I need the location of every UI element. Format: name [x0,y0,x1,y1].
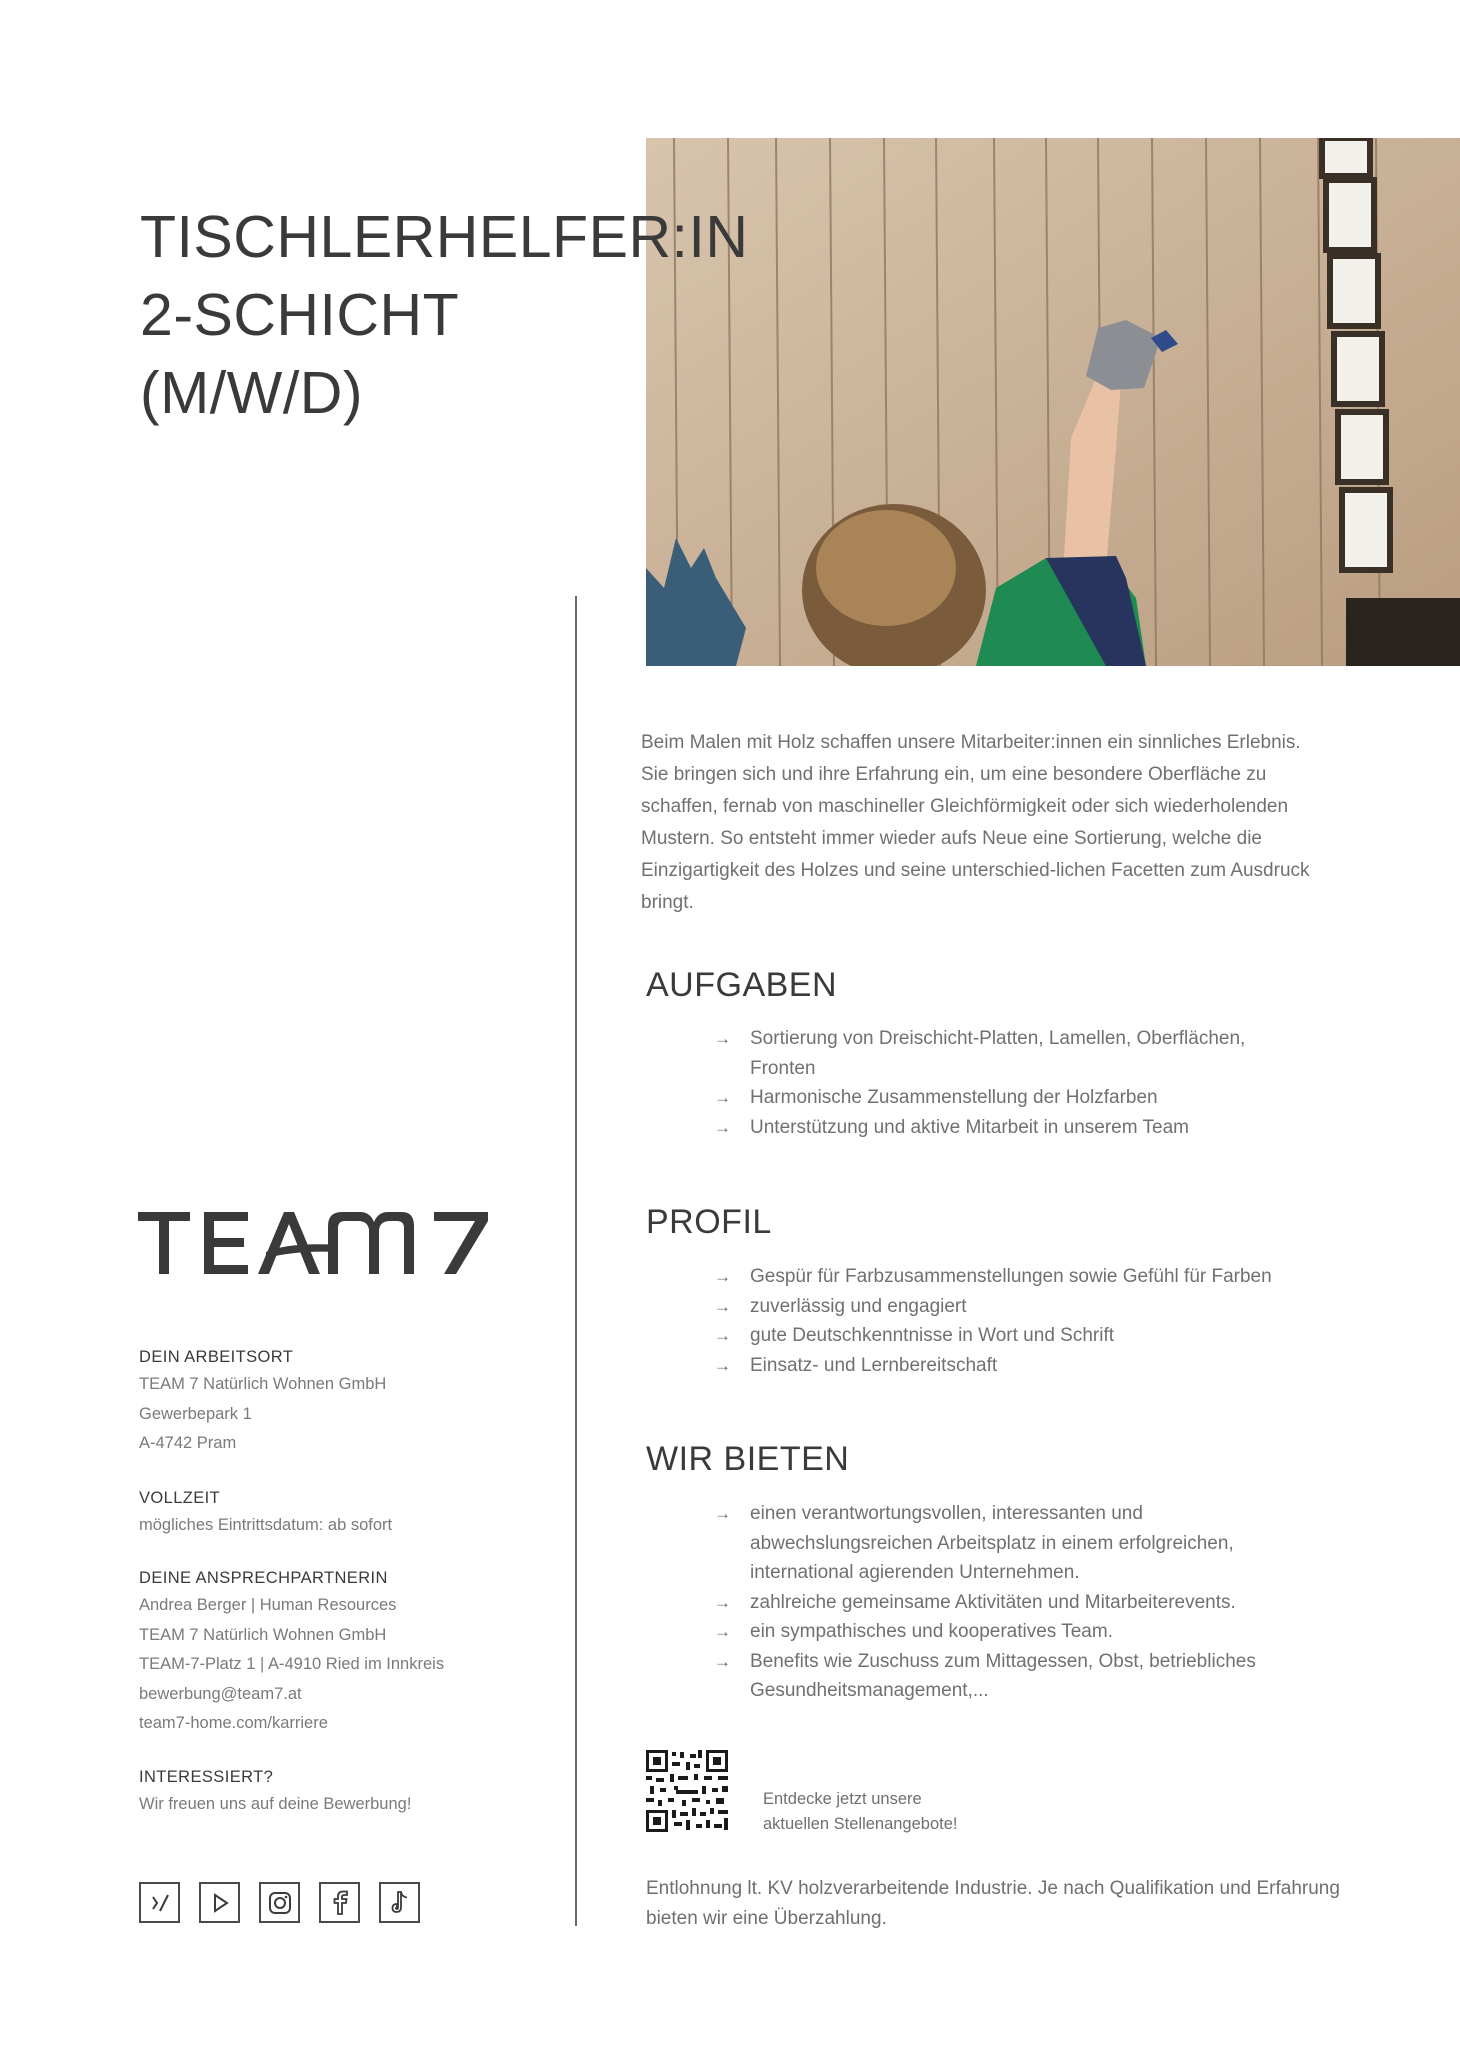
column-divider [575,596,577,1926]
info-interessiert [139,1764,559,1820]
section-title-profil: PROFIL [646,1203,772,1241]
info-ansprechpartnerin [139,1565,559,1739]
arrow-right-icon: → [714,1029,731,1048]
facebook-icon[interactable] [319,1882,360,1923]
section-wir-bieten [646,1440,849,1479]
info-label-arbeitsort: DEIN ARBEITSORT [139,1348,294,1366]
hero-photo [646,138,1460,666]
arrow-right-icon: → [714,1592,731,1612]
contact-company: TEAM 7 Natürlich Wohnen GmbH [139,1625,387,1644]
youtube-icon[interactable] [199,1882,240,1923]
section-profil [646,1203,772,1242]
arrow-right-icon: → [714,1355,731,1375]
qr-caption-line-1: Entdecke jetzt unsere [763,1790,922,1808]
list-item: → ein sympathisches und kooperatives Team. [714,1617,1314,1647]
qr-caption-line-2: aktuellen Stellenangebote! [763,1815,958,1833]
arrow-right-icon: → [714,1326,731,1345]
arrow-right-icon: → [714,1088,731,1107]
contact-address: TEAM-7-Platz 1 | A-4910 Ried im Innkreis [139,1655,445,1673]
call-to-action: Wir freuen uns auf deine Bewerbung! [139,1795,412,1813]
street-address: Gewerbepark 1 [139,1404,252,1423]
list-item: → Einsatz- und Lernbereitschaft [714,1351,1354,1381]
company-name: TEAM 7 Natürlich Wohnen GmbH [139,1375,387,1393]
social-links [139,1882,420,1923]
job-title-line-2: 2-SCHICHT [140,282,460,348]
list-item: → Harmonische Zusammenstellung der Holzfarben [714,1083,1314,1113]
info-label-interessiert: INTERESSIERT? [139,1768,274,1786]
job-title-line-3: (M/W/D) [140,360,364,426]
postal-city: A-4742 Pram [139,1434,237,1452]
job-title [140,198,748,432]
section-title-aufgaben: AUFGABEN [646,966,838,1004]
list-item: → Gespür für Farbzusammenstellungen sowie Gefühl für Farben [714,1262,1354,1292]
section-aufgaben [646,966,837,1005]
start-date: mögliches Eintrittsdatum: ab sofort [139,1516,393,1534]
wir-bieten-list [714,1499,1314,1706]
wood-painting-illustration [646,138,1460,666]
careers-link[interactable]: team7-home.com/karriere [139,1714,328,1732]
qr-code-graphic [646,1750,728,1832]
list-item: → gute Deutschkenntnisse in Wort und Schrift [714,1321,1354,1351]
list-item: → einen verantwortungsvollen, interessanten und abwechslungsreichen Arbeitsplatz in einem erfolgreichen, international agierenden Unternehmen. [714,1499,1314,1588]
team7-logo [138,1212,488,1281]
tiktok-icon[interactable] [379,1882,420,1923]
info-vollzeit [139,1485,559,1541]
arrow-right-icon: → [714,1296,731,1316]
instagram-icon[interactable] [259,1882,300,1923]
xing-icon[interactable] [139,1882,180,1923]
contact-name: Andrea Berger | Human Resources [139,1596,397,1614]
info-label-vollzeit: VOLLZEIT [139,1489,221,1507]
job-title-line-1: TISCHLERHELFER:IN [140,204,749,270]
arrow-right-icon: → [714,1267,731,1286]
list-item: → Sortierung von Dreischicht-Platten, Lamellen, Oberflächen, Fronten [714,1024,1314,1083]
salary-note: Entlohnung lt. KV holzverarbeitende Industrie. Je nach Qualifikation und Erfahrung bieten wir eine Überzahlung. [646,1878,1340,1929]
arrow-right-icon: → [714,1622,731,1641]
list-item: → Benefits wie Zuschuss zum Mittagessen, Obst, betriebliches Gesundheitsmanagement,... [714,1647,1314,1706]
info-label-ansprechpartnerin: DEINE ANSPRECHPARTNERIN [139,1569,388,1587]
team7-logo-mark [138,1212,488,1276]
info-arbeitsort [139,1344,559,1459]
profil-list [714,1262,1354,1380]
contact-email-link[interactable]: bewerbung@team7.at [139,1684,302,1703]
intro-text: Beim Malen mit Holz schaffen unsere Mitarbeiter:innen ein sinnliches Erlebnis. Sie bringen sich und ihre Erfahrung ein, um eine besondere Oberfläche zu schaffen, fernab von maschineller Gleichförmigkeit oder sich wiederholenden Mustern. So entsteht immer wieder aufs Neue eine Sortierung, welche die Einzigartigkeit des Holzes und seine unterschied-lichen Facetten zum Ausdruck bringt. [641,732,1310,913]
list-item: → zuverlässig und engagiert [714,1292,1354,1322]
aufgaben-list [714,1024,1314,1142]
arrow-right-icon: → [714,1504,731,1523]
arrow-right-icon: → [714,1651,731,1671]
list-item: → zahlreiche gemeinsame Aktivitäten und Mitarbeiterevents. [714,1588,1314,1618]
list-item: → Unterstützung und aktive Mitarbeit in unserem Team [714,1113,1314,1143]
arrow-right-icon: → [714,1117,731,1137]
qr-caption [763,1787,958,1837]
section-title-wir-bieten: WIR BIETEN [646,1440,850,1478]
qr-code[interactable] [646,1750,728,1832]
